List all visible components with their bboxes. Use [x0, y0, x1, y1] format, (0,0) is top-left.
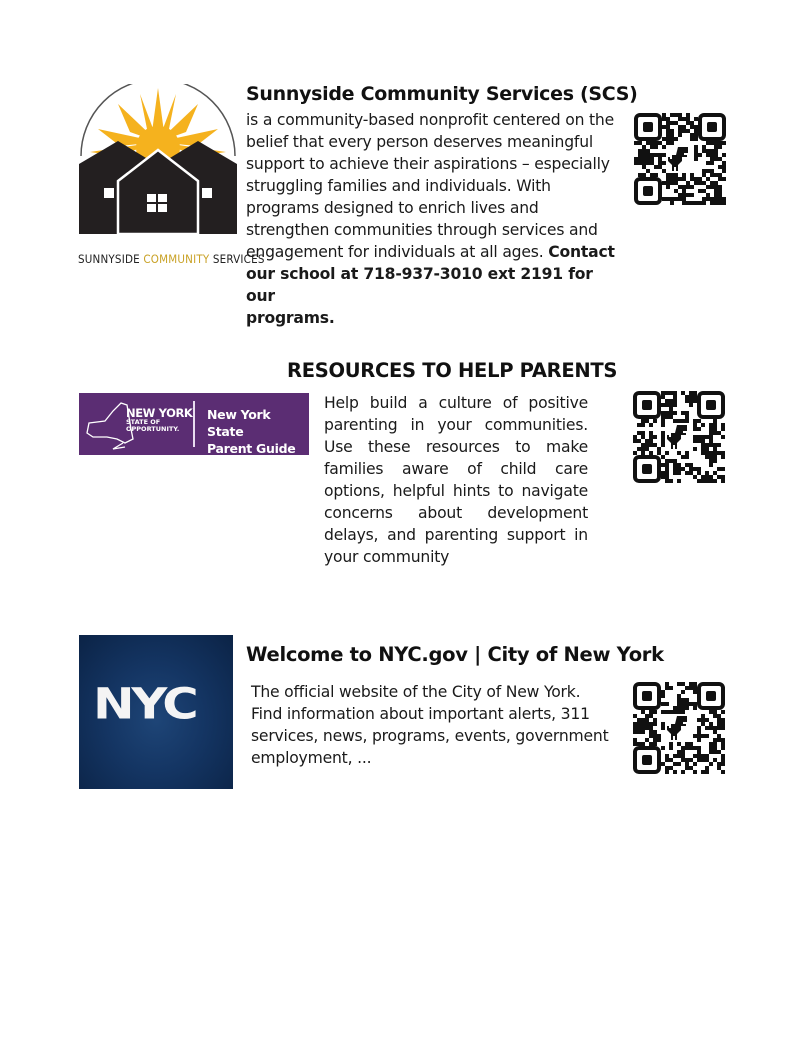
ny-state-tagline: STATE OF OPPORTUNITY.: [126, 418, 180, 433]
parents-qr-code-icon[interactable]: [633, 391, 725, 483]
nys-parent-guide-banner[interactable]: [79, 393, 309, 455]
nyc-qr-code-icon[interactable]: [633, 682, 725, 774]
nyc-logo-text: NYC: [93, 679, 196, 729]
nyc-description: The official website of the City of New York. Find information about important alerts, 311 services, news, programs, events, government employment, ...: [251, 683, 609, 767]
scs-description: is a community-based nonprofit centered on the belief that every person deserves meaningful support to achieve their aspirations – especially struggling families and individuals. With programs designed to enrich lives and strengthen communities through services and engagement for individuals at all ages. Contact our school at 718-937-3010 ext 2191 for our programs.: [246, 111, 615, 327]
scs-contact-phone: our school at 718-937-3010 ext 2191 for our: [246, 265, 593, 305]
banner-divider: [193, 401, 195, 447]
sunnyside-houses-sun-icon: [78, 84, 238, 244]
parents-description: Help build a culture of positive parenting in your communities. Use these resources to make families aware of child care options, helpful hints to navigate concerns about development delays, and parenting support in your community: [324, 394, 588, 566]
ny-state-title: NEW YORK: [126, 406, 193, 420]
scs-title: Sunnyside Community Services (SCS): [246, 83, 638, 105]
scs-logo: [78, 84, 265, 266]
parent-guide-label: New York State Parent Guide: [207, 407, 296, 456]
scs-contact-bold: Contact: [548, 243, 615, 261]
scs-qr-code-icon[interactable]: [634, 113, 726, 205]
parents-heading: RESOURCES TO HELP PARENTS: [287, 359, 618, 382]
nyc-logo-image[interactable]: [79, 635, 233, 789]
scs-logo-caption: SUNNYSIDE COMMUNITY SERVICES: [78, 252, 265, 266]
nyc-title: Welcome to NYC.gov | City of New York: [246, 643, 664, 666]
